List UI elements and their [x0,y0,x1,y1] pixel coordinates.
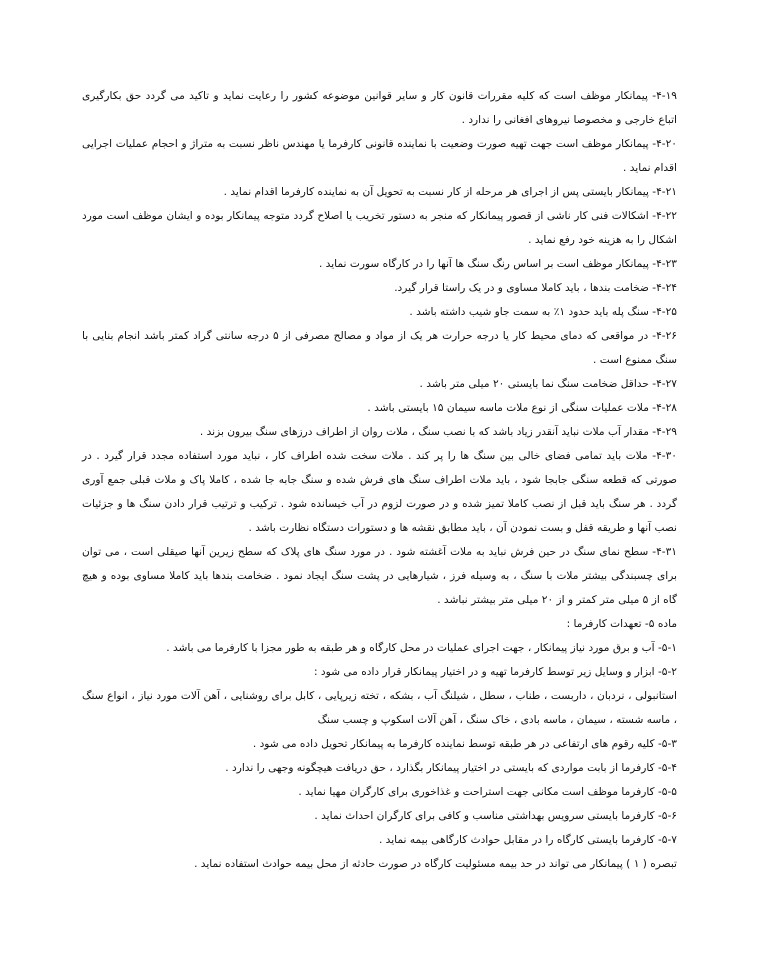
clause-4-27: ۴-۲۷- حداقل ضخامت سنگ نما بایستی ۲۰ میلی متر باشد . [419,378,677,390]
clause-4-26: ۴-۲۶- در مواقعی که دمای محیط کار یا درجه حرارت هر یک از مواد و مصالح مصرفی از ۵ درجه سانتی گراد کمتر باشد انجام بنایی با سنگ ممنوع است . [82,330,677,366]
clause-4-29: ۴-۲۹- مقدار آب ملات نباید آنقدر زیاد باشد که با نصب سنگ ، ملات روان از اطراف درزهای سنگ بیرون بزند . [199,426,677,438]
tools-list: استانبولی ، نردبان ، داربست ، طناب ، سطل ، شیلنگ آب ، بشکه ، تخته زیرپایی ، کابل برای روشنایی ، آهن آلات مورد نیاز ، انواع سنگ ، ماسه شسته ، سیمان ، ماسه بادی ، خاک سنگ ، آهن آلات اسکوپ و چسب سنگ [82,690,677,726]
clause-5-6: ۵-۶- کارفرما بایستی سرویس بهداشتی مناسب و کافی برای کارگران احداث نماید . [314,810,677,822]
clause-4-28: ۴-۲۸- ملات عملیات سنگی از نوع ملات ماسه سیمان ۱۵ بایستی باشد . [367,402,677,414]
clause-4-30: ۴-۳۰- ملات باید تمامی فضای خالی بین سنگ ها را پر کند . ملات سخت شده اطراف کار ، نباید مورد استفاده مجدد قرار گیرد . در صورتی که قطعه سنگی جابجا شود ، باید ملات اطراف سنگ های فرش شده و سنگ جابه جا شده ، کاملا پاک و ملات قبلی جمع آوری گردد . هر سنگ باید قبل از نصب کاملا تمیز شده و در صورت لزوم در آب خیسانده شود . ترکیب و ترتیب قرار دادن سنگ ها و جزئیات نصب آنها و طریقه قفل و بست نمودن آن ، باید مطابق نقشه ها و دستورات دستگاه نظارت باشد . [82,450,677,534]
article-5-heading: ماده ۵- تعهدات کارفرما : [566,618,677,630]
clause-5-4: ۵-۴- کارفرما از بابت مواردی که بایستی در اختیار پیمانکار بگذارد ، حق دریافت هیچگونه وجهی را ندارد . [225,762,677,774]
document-page [82,84,677,876]
clause-5-3: ۵-۳- کلیه رقوم های ارتفاعی در هر طبقه توسط نماینده کارفرما به پیمانکار تحویل داده می شود . [252,738,677,750]
clause-4-23: ۴-۲۳- پیمانکار موظف است بر اساس رنگ سنگ ها آنها را در کارگاه سورت نماید . [318,258,677,270]
clause-4-25: ۴-۲۵- سنگ پله باید حدود ۱٪ به سمت جاو شیب داشته باشد . [409,306,677,318]
clause-5-5: ۵-۵- کارفرما موظف است مکانی جهت استراحت و غذاخوری برای کارگران مهیا نماید . [298,786,677,798]
clause-4-31: ۴-۳۱- سطح نمای سنگ در حین فرش نباید به ملات آغشته شود . در مورد سنگ های پلاک که سطح زیرین آنها صیقلی است ، می توان برای چسبندگی بیشتر ملات با سنگ ، به وسیله فرز ، شیارهایی در پشت سنگ ایجاد نمود . ضخامت بندها باید کاملا مساوی بوده و هیچ گاه از ۵ میلی متر کمتر و از ۲۰ میلی متر بیشتر نباشد . [82,546,677,606]
clause-4-24: ۴-۲۴- ضخامت بندها ، باید کاملا مساوی و در یک راستا قرار گیرد. [394,282,677,294]
clause-4-22: ۴-۲۲- اشکالات فنی کار ناشی از قصور پیمانکار که منجر به دستور تخریب یا اصلاح گردد متوجه پیمانکار بوده و ایشان موظف است مورد اشکال را به هزینه خود رفع نماید . [82,210,677,246]
clause-4-20: ۴-۲۰- پیمانکار موظف است جهت تهیه صورت وضعیت با نماینده قانونی کارفرما یا مهندس ناظر نسبت به متراژ و احجام عملیات اجرایی اقدام نماید . [82,138,677,174]
clause-5-1: ۵-۱- آب و برق مورد نیاز پیمانکار ، جهت اجرای عملیات در محل کارگاه و هر طبقه به طور مجزا با کارفرما می باشد . [166,642,677,654]
note-1: تبصره ( ۱ ) پیمانکار می تواند در حد بیمه مسئولیت کارگاه در صورت حادثه از محل بیمه حوادث استفاده نماید . [194,858,677,870]
clause-5-7: ۵-۷- کارفرما بایستی کارگاه را در مقابل حوادث کارگاهی بیمه نماید . [378,834,677,846]
clause-5-2: ۵-۲- ابزار و وسایل زیر توسط کارفرما تهیه و در اختیار پیمانکار قرار داده می شود : [313,666,677,678]
clause-4-19: ۴-۱۹- پیمانکار موظف است که کلیه مقررات قانون کار و سایر قوانین موضوعه کشور را رعایت نماید و تاکید می گردد حق بکارگیری اتباع خارجی و مخصوصا نیروهای افغانی را ندارد . [82,90,677,126]
clause-4-21: ۴-۲۱- پیمانکار بایستی پس از اجرای هر مرحله از کار نسبت به تحویل آن به نماینده کارفرما اقدام نماید . [223,186,677,198]
